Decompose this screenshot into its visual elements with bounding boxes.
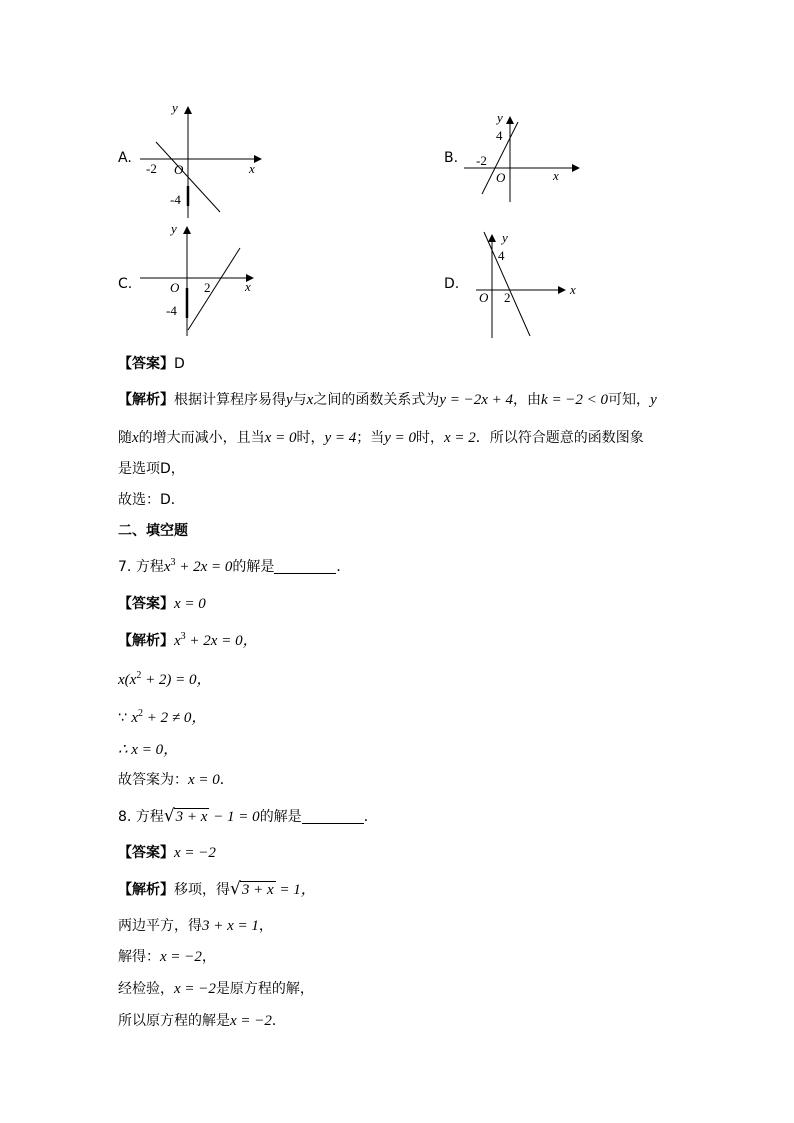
option-c-x-intercept: 2 — [204, 280, 211, 295]
option-a-graph — [136, 100, 266, 220]
option-c-origin-label: O — [170, 280, 180, 295]
option-c-y-axis-label: y — [171, 221, 177, 236]
q6-analysis-line2: 随x的增大而减小，且当x = 0时，y = 4；当y = 0时，x = 2．所以符合题意的函数图象 — [118, 430, 644, 446]
option-a-y-axis-label: y — [172, 100, 178, 115]
option-d-origin-label: O — [479, 290, 489, 305]
option-a-x-intercept: -2 — [146, 161, 157, 176]
q8-analysis-step4: 经检验，x = −2是原方程的解， — [118, 981, 314, 997]
option-b-y-axis-label: y — [497, 110, 503, 125]
q7-analysis-step1: 【解析】$x^3 + 2x = 0$， — [118, 631, 258, 649]
q8-question: 8. 方程√3 + x − 1 = 0的解是 ． — [118, 806, 378, 826]
q6-function: y = −2x + 4 — [439, 392, 514, 408]
q7-analysis-step4: ∴ x = 0， — [118, 742, 179, 758]
option-b-label: B. — [444, 150, 459, 166]
q7-answer: 【答案】x = 0 — [118, 596, 206, 612]
option-d-y-axis-label: y — [502, 230, 508, 245]
q7-answer-value: x = 0 — [174, 596, 206, 612]
option-b-origin-label: O — [496, 170, 506, 185]
option-c-y-intercept: -4 — [166, 303, 177, 318]
option-c-x-axis-label: x — [245, 279, 251, 294]
option-b-graph — [462, 110, 592, 210]
q6-answer-value: D — [174, 356, 185, 372]
option-c-label: C. — [118, 276, 133, 292]
q8-answer: 【答案】x = −2 — [118, 845, 216, 861]
option-b-y-intercept: 4 — [496, 128, 503, 143]
q8-conclusion: 所以原方程的解是x = −2． — [118, 1013, 286, 1029]
q6-analysis-line1: 【解析】根据计算程序易得y与x之间的函数关系式为y = −2x + 4，由k = −2 < 0可知，y — [118, 392, 657, 408]
option-d-y-intercept: 4 — [498, 248, 505, 263]
option-a-x-axis-label: x — [249, 161, 255, 176]
q8-answer-value: x = −2 — [174, 845, 216, 861]
q7-analysis-step3: ∵ $x^2 + 2 \ne 0$， — [118, 708, 207, 726]
q8-answer-blank — [302, 809, 364, 824]
option-a-origin-label: O — [174, 162, 184, 177]
q6-analysis-line3: 是选项D， — [118, 461, 185, 477]
option-a-label: A. — [118, 150, 132, 166]
q7-analysis-step2: $x(x^2 + 2) = 0$， — [118, 670, 212, 688]
option-b-x-axis-label: x — [553, 168, 559, 183]
q7-answer-blank — [274, 559, 336, 574]
option-d-label: D. — [444, 276, 460, 292]
q7-conclusion: 故答案为：x = 0． — [118, 772, 234, 788]
option-d-x-axis-label: x — [570, 282, 576, 297]
q6-conclusion: 故选：D． — [118, 492, 185, 508]
q8-analysis-step2: 两边平方，得3 + x = 1， — [118, 918, 273, 934]
option-a-y-intercept: -4 — [170, 192, 181, 207]
section-title: 二、填空题 — [118, 523, 188, 539]
q8-analysis-step1: 【解析】移项，得√3 + x = 1， — [118, 879, 316, 899]
option-d-graph — [462, 228, 592, 343]
q6-answer: 【答案】D — [118, 356, 185, 372]
q8-analysis-step3: 解得：x = −2， — [118, 949, 216, 965]
option-c-graph — [136, 218, 266, 343]
option-d-x-intercept: 2 — [504, 290, 511, 305]
option-b-x-intercept: -2 — [476, 153, 487, 168]
q7-question: 7. 方程$x^3 + 2x = 0$的解是 ． — [118, 557, 351, 575]
